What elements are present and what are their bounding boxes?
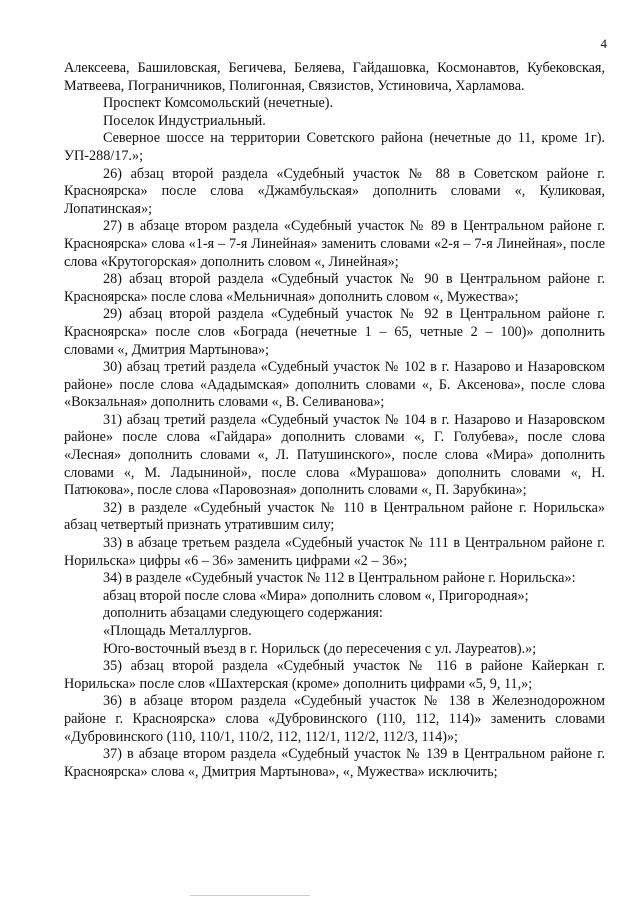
paragraph-item-34-d: Юго-восточный въезд в г. Норильск (до пересечения с ул. Лауреатов).»; [103,640,537,657]
paragraph-item-34-b: дополнить абзацами следующего содержания: [103,605,383,622]
paragraph-item-34-c: «Площадь Металлургов. [103,623,252,639]
paragraph-item-27: 27) в абзаце втором раздела «Судебный участок № 89 в Центральном районе г. Красноярска» слова «1-я – 7-я Линейная» заменить словами «2-я – 7-я Линейная», после слова «Крутогорская» дополнить словом «, Линейная»; [64,218,605,270]
paragraph-item-29: 29) абзац второй раздела «Судебный участок № 92 в Центральном районе г. Красноярска» после слов «Бограда (нечетные 1 – 65, четные 2 – 100)» дополнить словами «, Дмитрия Мартынова»; [64,306,605,358]
paragraph-item-31: 31) абзац третий раздела «Судебный участок № 104 в г. Назарово и Назаровском районе» после слова «Гайдара» дополнить словами «, Г. Голубева», после слова «Лесная» дополнить словами «, Л. Патушинского», после слова «Мира» дополнить словами «, М. Ладыниной», после слова «Мурашова» дополнить словами «, Н. Патюкова», после слова «Паровозная» дополнить словами «, П. Зарубкина»; [64,411,605,499]
paragraph-item-30: 30) абзац третий раздела «Судебный участок № 102 в г. Назарово и Назаровском районе» после слова «Ададымская» дополнить словами «, Б. Аксенова», после слова «Вокзальная» дополнить словами «, В. Селиванова»; [64,359,605,411]
paragraph-item-32: 32) в разделе «Судебный участок № 110 в Центральном районе г. Норильска» абзац четвертый признать утратившим силу; [64,499,605,534]
paragraph-item-26: 26) абзац второй раздела «Судебный участок № 88 в Советском районе г. Красноярска» после слова «Джамбульская» дополнить словами «, Куликовая, Лопатинская»; [64,165,605,217]
footer-scan-mark [190,895,310,902]
paragraph-item-36: 36) в абзаце втором раздела «Судебный участок № 138 в Железнодорожном районе г. Красноярска» слова «Дубровинского (110, 112, 114)» заменить словами «Дубровинского (110, 110/1, 110/2, 112, 112/1, 112/2, 112/3, 114)»; [64,693,605,745]
document-body [64,60,605,781]
paragraph-streets-list: Алексеева, Башиловская, Бегичева, Беляева, Гайдашовка, Космонавтов, Кубековская, Матвеева, Пограничников, Полигонная, Связистов, Устиновича, Харламова. [64,60,605,94]
paragraph-item-33: 33) в абзаце третьем раздела «Судебный участок № 111 в Центральном районе г. Норильска» цифры «6 – 36» заменить цифрами «2 – 36»; [64,535,605,569]
page-number: 4 [600,36,607,51]
paragraph-item-37: 37) в абзаце втором раздела «Судебный участок № 139 в Центральном районе г. Красноярска» слова «, Дмитрия Мартынова», «, Мужества» исключить; [64,746,605,780]
paragraph-shosse: Северное шоссе на территории Советского района (нечетные до 11, кроме 1г). УП-288/17.»; [64,130,605,164]
paragraph-prospekt: Проспект Комсомольский (нечетные). [103,95,334,112]
paragraph-poselok: Поселок Индустриальный. [103,112,266,129]
paragraph-item-28: 28) абзац второй раздела «Судебный участок № 90 в Центральном районе г. Красноярска» после слова «Мельничная» дополнить словом «, Мужества»; [64,271,605,305]
paragraph-item-35: 35) абзац второй раздела «Судебный участок № 116 в районе Кайеркан г. Норильска» после слов «Шахтерская (кроме» дополнить цифрами «5, 9, 11,»; [64,658,605,692]
paragraph-item-34-a: абзац второй после слова «Мира» дополнить словом «, Пригородная»; [103,587,529,604]
paragraph-item-34: 34) в разделе «Судебный участок № 112 в Центральном районе г. Норильска»: [103,570,576,587]
